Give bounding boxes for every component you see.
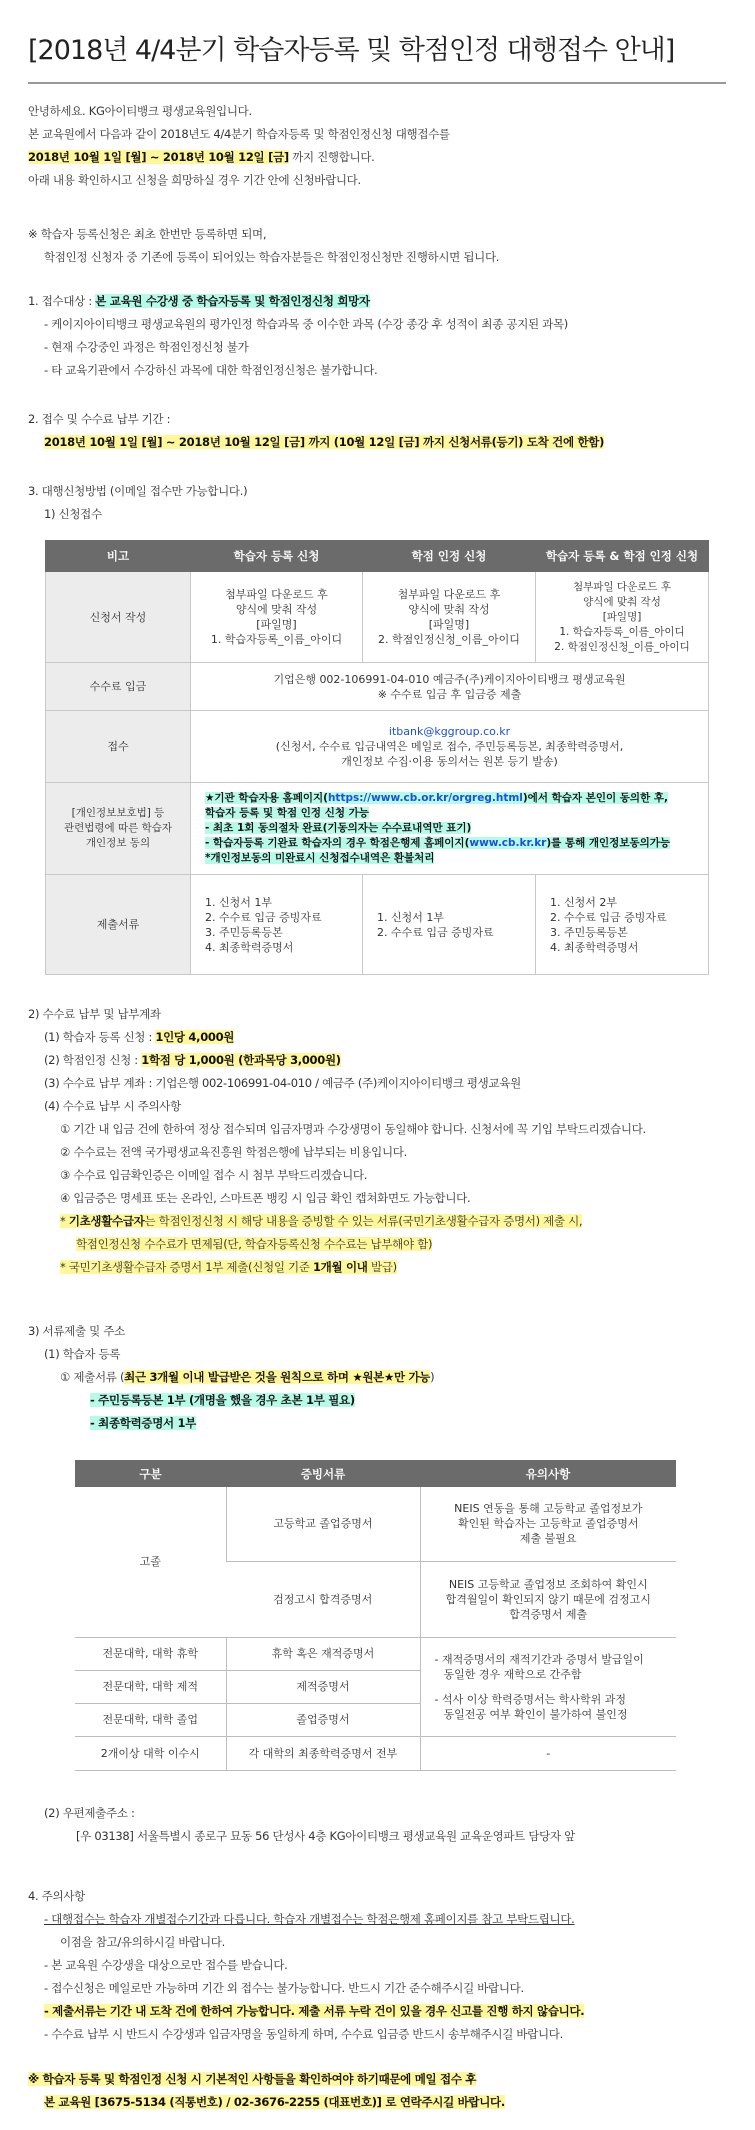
section-heading: 2. 접수 및 수수료 납부 기간 : <box>28 412 171 426</box>
intro-line: 까지 진행합니다. <box>288 150 375 164</box>
table-cell <box>536 572 709 663</box>
caution-item: 이점을 참고/유의하시길 바랍니다. <box>60 1935 225 1949</box>
table-header-cell: 비고 <box>46 541 191 572</box>
table-cell: 2개이상 대학 이수시 <box>75 1736 226 1770</box>
mail-section <box>28 1802 728 1848</box>
sub-heading: (1) 학습자 등록 <box>44 1347 121 1361</box>
cell-line: 동일전공 여부 확인이 불가하여 불인정 <box>443 1707 628 1721</box>
cell-line: 1. 학습자등록_이름_아이디 <box>559 625 685 638</box>
table-cell: 고졸 <box>75 1487 226 1637</box>
table-cell <box>191 711 709 783</box>
cell-line: 1. 신청서 1부 <box>205 895 272 909</box>
email-link[interactable]: itbank@kggroup.co.kr <box>388 725 511 738</box>
cell-line: 4. 최종학력증명서 <box>205 940 294 954</box>
table-cell: 전문대학, 대학 제적 <box>75 1670 226 1703</box>
table-header-cell: 구분 <box>75 1460 226 1487</box>
caution-item: - 수수료 납부 시 반드시 수강생과 입금자명을 동일하게 하며, 수수료 입금증 반드시 송부해주시길 바랍니다. <box>44 2027 563 2041</box>
fee-section <box>28 1003 728 1279</box>
table-cell: 전문대학, 대학 휴학 <box>75 1637 226 1670</box>
cell-line: 2. 수수료 입금 증빙자료 <box>377 925 494 939</box>
docs-section <box>28 1320 728 1435</box>
table-cell <box>420 1637 676 1736</box>
table-header-cell: 유의사항 <box>420 1460 676 1487</box>
final-line: ※ 학습자 등록 및 학점인정 신청 시 기본적인 사항들을 확인하여야 하기때문에 메일 접수 후 <box>28 2072 477 2086</box>
cell-line: - 석사 이상 학력증명서는 학사학위 과정 <box>434 1692 626 1706</box>
table-row <box>75 1736 676 1770</box>
cell-line: 1. 신청서 2부 <box>550 895 617 909</box>
fee-note: 발급) <box>367 1260 397 1274</box>
cell-line: [파일명] <box>428 618 470 631</box>
fee-note: ① 기간 내 입금 건에 한하여 정상 접수되며 입금자명과 수강생명이 동일해야 합니다. 신청서에 꼭 기입 부탁드리겠습니다. <box>60 1122 646 1136</box>
caution-item: - 대행접수는 학습자 개별접수기간과 다릅니다. 학습자 개별접수는 학점은행제 홈페이지를 참고 부탁드립니다. <box>44 1912 575 1926</box>
period-highlight: 2018년 10월 1일 [월] ~ 2018년 10월 12일 [금] 까지 (10월 12일 [금] 까지 신청서류(등기) 도착 건에 한함) <box>44 435 605 449</box>
docs-highlight: 최근 3개월 이내 발급받은 것을 원칙으로 하며 ★원본★만 가능 <box>124 1370 431 1384</box>
row-label: 수수료 입금 <box>46 663 191 711</box>
intro-period: 2018년 10월 1일 [월] ~ 2018년 10월 12일 [금] <box>28 150 289 164</box>
cell-line: ※ 수수료 입금 후 입금증 제출 <box>377 687 522 701</box>
section-1 <box>28 290 728 382</box>
table-cell: - <box>420 1736 676 1770</box>
row-label: 신청서 작성 <box>46 572 191 663</box>
table-row <box>46 663 709 711</box>
caution-item: - 제출서류는 기간 내 도착 건에 한하여 가능합니다. 제출 서류 누락 건이 있을 경우 신고를 진행 하지 않습니다. <box>44 2004 585 2018</box>
fee-line: (4) 수수료 납부 시 주의사항 <box>44 1099 181 1113</box>
cell-line: 양식에 맞춰 작성 <box>235 603 318 616</box>
fee-note: 1개월 이내 <box>312 1260 368 1274</box>
section-heading: 2) 수수료 납부 및 납부계좌 <box>28 1007 161 1021</box>
cell-line: 양식에 맞춰 작성 <box>408 603 490 616</box>
table-header-cell: 학습자 등록 & 학점 인정 신청 <box>536 541 709 572</box>
cell-line: 동일한 경우 재학으로 간주함 <box>443 1667 582 1681</box>
table-row <box>75 1637 676 1670</box>
cell-line: 제출 불필요 <box>519 1532 577 1546</box>
table-row <box>75 1487 676 1561</box>
caution-item: - 접수신청은 메일로만 가능하며 기간 외 접수는 불가능합니다. 반드시 기간 준수해주시길 바랍니다. <box>44 1981 524 1995</box>
table-cell: 제적증명서 <box>226 1670 420 1703</box>
fee-note: ② 수수료는 전액 국가평생교육진흥원 학점은행에 납부되는 비용입니다. <box>60 1145 407 1159</box>
fee-note: 는 학점인정신청 시 해당 내용을 증빙할 수 있는 서류(국민기초생활수급자 증명서) 제출 시, <box>144 1214 583 1228</box>
section-item: - 타 교육기관에서 수강하신 과목에 대한 학점인정신청은 불가합니다. <box>44 363 378 377</box>
section-3 <box>28 480 728 526</box>
row-label: 제출서류 <box>46 875 191 975</box>
docs-item: - 주민등록등본 1부 (개명을 했을 경우 초본 1부 필요) <box>90 1393 355 1407</box>
page-title: [2018년 4/4분기 학습자등록 및 학점인정 대행접수 안내] <box>28 28 726 84</box>
cell-line: )에서 학습자 본인이 동의한 후, <box>522 792 669 804</box>
cell-line: NEIS 고등학교 졸업정보 조회하여 확인시 <box>448 1577 648 1591</box>
table-cell <box>363 572 536 663</box>
fee-line: (2) 학점인정 신청 : <box>44 1053 142 1067</box>
section-2 <box>28 408 728 454</box>
cell-line: - 최초 1회 동의절차 완료(기동의자는 수수료내역만 표기) <box>205 822 472 834</box>
cell-line: *개인정보동의 미완료시 신청접수내역은 환불처리 <box>205 852 435 864</box>
cell-line: 첨부파일 다운로드 후 <box>573 580 671 593</box>
fee-note: 기초생활수급자 <box>68 1214 145 1228</box>
docs-line: ① 제출서류 ( <box>60 1370 125 1384</box>
documents-table <box>75 1460 676 1771</box>
intro-line: 아래 내용 확인하시고 신청을 희망하실 경우 기간 안에 신청바랍니다. <box>28 173 361 187</box>
caution-section <box>28 1885 728 2046</box>
notice-line: 학점인정 신청자 중 기존에 등록이 되어있는 학습자분들은 학점인정신청만 진행하시면 됩니다. <box>44 250 500 264</box>
cell-line: 확인된 학습자는 고등학교 졸업증명서 <box>457 1517 639 1531</box>
cell-line: 2. 수수료 입금 증빙자료 <box>205 910 322 924</box>
table-header <box>46 541 709 572</box>
cell-line: (신청서, 수수료 입금내역은 메일로 접수, 주민등록등본, 최종학력증명서, <box>275 740 624 753</box>
cb-link[interactable]: www.cb.kr.kr <box>469 837 547 849</box>
cell-line: [개인정보보호법] 등 <box>71 807 165 819</box>
cell-line: 2. 학점인정신청_이름_아이디 <box>378 633 520 646</box>
fee-note: ③ 수수료 입금확인증은 이메일 접수 시 첨부 부탁드리겠습니다. <box>60 1168 368 1182</box>
section-heading: 3) 서류제출 및 주소 <box>28 1324 125 1338</box>
fee-amount: 1인당 4,000원 <box>155 1030 235 1044</box>
cell-line: 합격월일이 확인되지 않기 때문에 검정고시 <box>445 1592 651 1606</box>
table-cell <box>191 783 709 875</box>
docs-line: ) <box>430 1370 435 1384</box>
cell-line: 개인정보 수집·이용 동의서는 원본 등기 발송) <box>341 755 558 768</box>
cell-line: )를 통해 개인정보동의가능 <box>546 837 671 849</box>
section-heading: 4. 주의사항 <box>28 1889 85 1903</box>
table-cell: 각 대학의 최종학력증명서 전부 <box>226 1736 420 1770</box>
table-cell: 휴학 혹은 재적증명서 <box>226 1637 420 1670</box>
table-header-cell: 학습자 등록 신청 <box>191 541 363 572</box>
sub-heading: 1) 신청접수 <box>44 507 102 521</box>
fee-note: * 국민기초생활수급자 증명서 1부 제출(신청일 기준 <box>60 1260 313 1274</box>
cell-line: ★기관 학습자용 홈페이지( <box>205 792 328 804</box>
cell-line: 개인정보 동의 <box>85 837 151 849</box>
table-row <box>46 783 709 875</box>
section-heading: 1. 접수대상 : <box>28 294 96 308</box>
fee-note: ④ 입금증은 명세표 또는 온라인, 스마트폰 뱅킹 시 입금 확인 캡쳐화면도 가능합니다. <box>60 1191 471 1205</box>
section-heading: 3. 대행신청방법 (이메일 접수만 가능합니다.) <box>28 484 248 498</box>
intro-line: 본 교육원에서 다음과 같이 2018년도 4/4분기 학습자등록 및 학점인정신청 대행접수를 <box>28 127 450 141</box>
cell-line: 양식에 맞춰 작성 <box>583 595 661 608</box>
cell-line: 3. 주민등록등본 <box>205 925 283 939</box>
target-highlight: 본 교육원 수강생 중 학습자등록 및 학점인정신청 희망자 <box>95 294 370 308</box>
table-header <box>75 1460 676 1487</box>
cell-line: - 재적증명서의 재적기간과 증명서 발급일이 <box>434 1652 644 1666</box>
cell-line: 2. 수수료 입금 증빙자료 <box>550 910 667 924</box>
fee-amount: 1학점 당 1,000원 (한과목당 3,000원) <box>141 1053 341 1067</box>
table-cell <box>420 1487 676 1561</box>
docs-item: - 최종학력증명서 1부 <box>90 1416 197 1430</box>
cell-line: 1. 학습자등록_이름_아이디 <box>210 633 343 646</box>
table-cell: 검정고시 합격증명서 <box>226 1561 420 1637</box>
sub-heading: (2) 우편제출주소 : <box>44 1806 135 1820</box>
table-cell <box>363 875 536 975</box>
cell-line: 첨부파일 다운로드 후 <box>397 588 501 601</box>
final-note <box>28 2068 728 2114</box>
fee-note: 학점인정신청 수수료가 면제됨(단, 학습자등록신청 수수료는 납부해야 함) <box>76 1237 433 1251</box>
table-cell <box>191 875 363 975</box>
section-item: - 현재 수강중인 과정은 학점인정신청 불가 <box>44 340 249 354</box>
caution-item: - 본 교육원 수강생을 대상으로만 접수를 받습니다. <box>44 1958 288 1972</box>
table-cell: 고등학교 졸업증명서 <box>226 1487 420 1561</box>
table-cell: 졸업증명서 <box>226 1703 420 1736</box>
table-cell <box>420 1561 676 1637</box>
final-line: 본 교육원 [3675-5134 (직통번호) / 02-3676-2255 (대표번호)] 로 연락주시길 바랍니다. <box>44 2095 505 2109</box>
notice-block <box>28 223 728 269</box>
fee-account: (3) 수수료 납부 계좌 : 기업은행 002-106991-04-010 / 예금주 (주)케이지아이티뱅크 평생교육원 <box>44 1076 521 1090</box>
table-cell <box>191 663 709 711</box>
fee-line: (1) 학습자 등록 신청 : <box>44 1030 156 1044</box>
mail-address: [우 03138] 서울특별시 종로구 묘동 56 단성사 4층 KG아이티뱅크 평생교육원 교육운영파트 담당자 앞 <box>76 1829 575 1843</box>
table-header-cell: 학점 인정 신청 <box>363 541 536 572</box>
cell-line: 1. 신청서 1부 <box>377 910 444 924</box>
table-cell <box>536 875 709 975</box>
notice-line: ※ 학습자 등록신청은 최초 한번만 등록하면 되며, <box>28 227 267 241</box>
section-item: - 케이지아이티뱅크 평생교육원의 평가인정 학습과목 중 이수한 과목 (수강 종강 후 성적이 최종 공지된 과목) <box>44 317 568 331</box>
cell-line: [파일명] <box>602 610 642 623</box>
cell-line: - 학습자등록 기완료 학습자의 경우 학점은행제 홈페이지( <box>205 837 470 849</box>
cell-line: 4. 최종학력증명서 <box>550 940 639 954</box>
intro-line: 안녕하세요. KG아이티뱅크 평생교육원입니다. <box>28 104 252 118</box>
cell-line: [파일명] <box>256 618 297 631</box>
row-label: 접수 <box>46 711 191 783</box>
cell-line: 관련법령에 따른 학습자 <box>63 822 173 834</box>
table-cell: 전문대학, 대학 졸업 <box>75 1703 226 1736</box>
cell-line: NEIS 연동을 통해 고등학교 졸업정보가 <box>454 1502 643 1516</box>
table-row <box>46 711 709 783</box>
table-row <box>46 875 709 975</box>
consent-link[interactable]: https://www.cb.or.kr/orgreg.html <box>327 792 523 804</box>
fee-note: * <box>60 1214 69 1228</box>
table-cell <box>191 572 363 663</box>
cell-line: 2. 학점인정신청_이름_아이디 <box>554 640 690 653</box>
cell-line: 3. 주민등록등본 <box>550 925 628 939</box>
table-header-cell: 증빙서류 <box>226 1460 420 1487</box>
row-label <box>46 783 191 875</box>
cell-line: 첨부파일 다운로드 후 <box>225 588 328 601</box>
cell-line: 합격증명서 제출 <box>509 1607 588 1621</box>
cell-line: 기업은행 002-106991-04-010 예금주(주)케이지아이티뱅크 평생교육원 <box>273 672 626 686</box>
table-row <box>46 572 709 663</box>
cell-line: 학습자 등록 및 학점 인정 신청 가능 <box>205 807 369 819</box>
application-table <box>45 540 709 975</box>
intro-block <box>28 100 728 192</box>
